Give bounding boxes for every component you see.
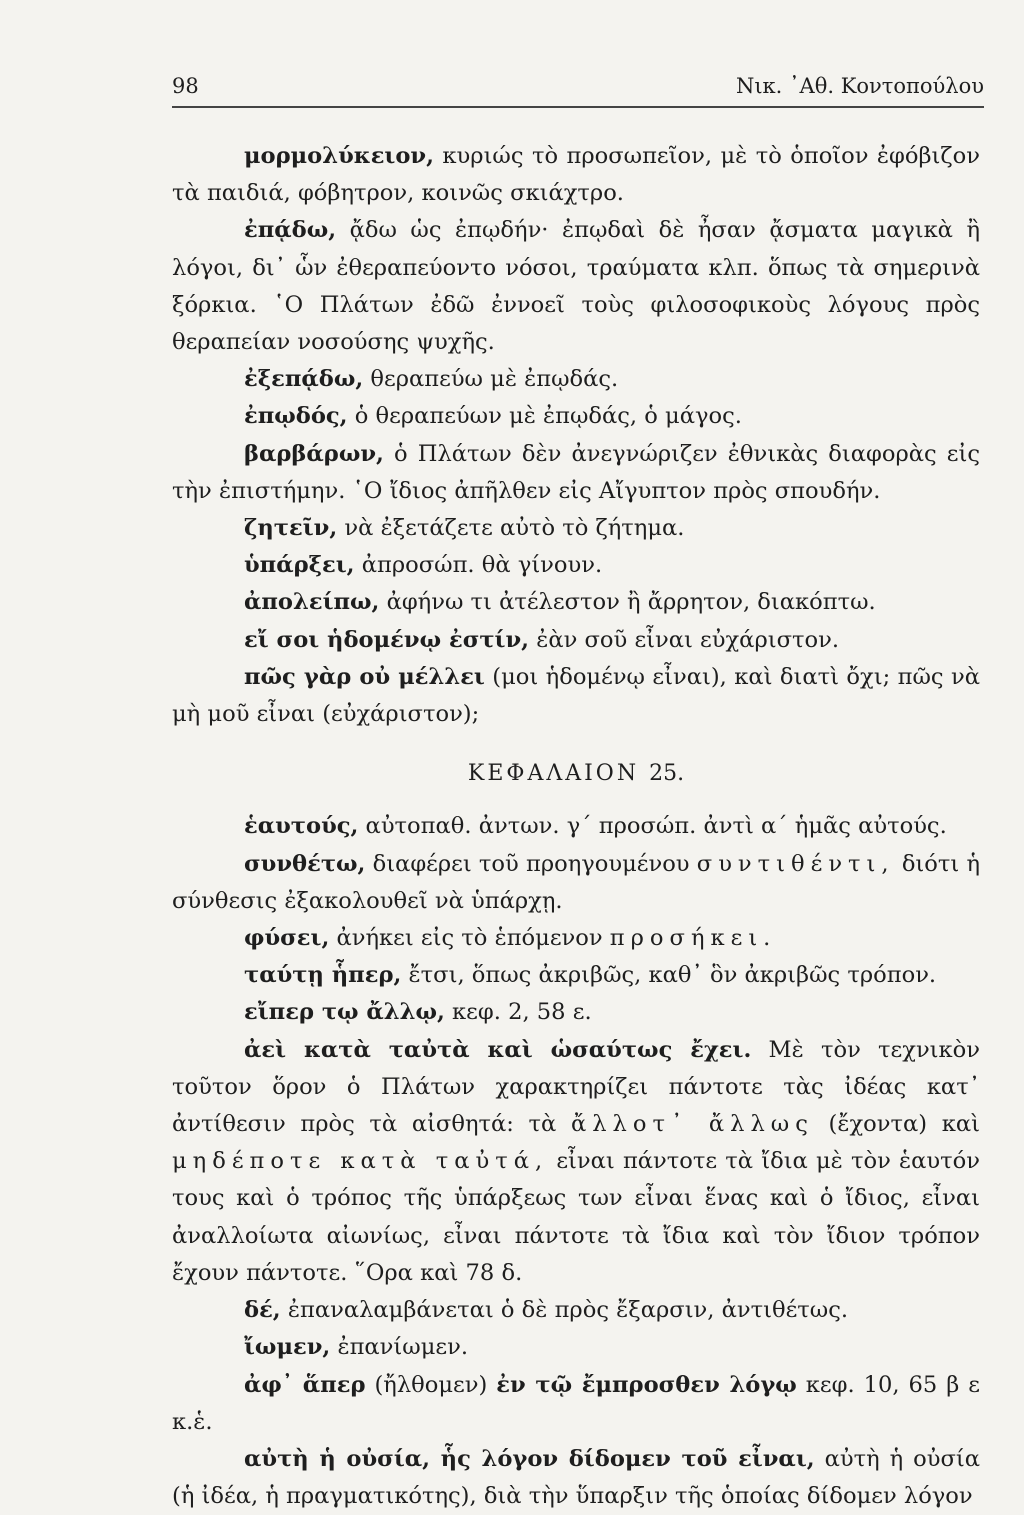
lemma: ἀφ᾿ ἅπερ bbox=[244, 1371, 366, 1398]
entry bbox=[172, 1367, 980, 1441]
gloss: αὐτοπαθ. ἀντων. γ΄ προσώπ. ἀντὶ α΄ ἡμᾶς αὐτούς. bbox=[358, 813, 947, 840]
entry bbox=[172, 436, 980, 510]
gloss: ἐπαναλαμβάνεται ὁ δὲ πρὸς ἔξαρσιν, ἀντιθέτως. bbox=[280, 1297, 849, 1324]
gloss: ἀνήκει εἰς τὸ ἑπόμενον bbox=[329, 925, 610, 952]
entry bbox=[172, 398, 980, 435]
entry bbox=[172, 1292, 980, 1329]
gloss: διαφέρει τοῦ προηγουμένου bbox=[365, 850, 697, 877]
lemma: μορμολύκειον, bbox=[244, 143, 434, 169]
page-header bbox=[172, 70, 984, 108]
entry bbox=[172, 1329, 980, 1366]
entry bbox=[172, 957, 980, 994]
entry bbox=[172, 846, 980, 920]
lemma: φύσει, bbox=[244, 925, 330, 952]
chapter-number: 25. bbox=[649, 761, 685, 787]
lemma: ἐν τῷ ἔμπροσθεν λόγῳ bbox=[496, 1371, 797, 1398]
entry bbox=[172, 920, 980, 957]
gloss: κεφ. 10, 65 β ε κ.ἑ. bbox=[172, 1371, 981, 1435]
gloss: διότι ἡ σύνθεσις ἐξακολουθεῖ νὰ ὑπάρχῃ. bbox=[172, 850, 980, 914]
lemma: ἐπῳδός, bbox=[244, 403, 348, 430]
chapter-label: ΚΕΦΑΛΑΙΟΝ bbox=[467, 761, 640, 787]
gloss: ὁ Πλάτων δὲν ἀνεγνώριζεν ἐθνικὰς διαφορὰς εἰς τὴν ἐπιστήμην. ῾Ο ἴδιος ἀπῆλθεν εἰς Αἴγυπτον πρὸς σπουδήν. bbox=[172, 440, 980, 504]
gloss: αὐτὴ ἡ οὐσία (ἡ ἰδέα, ἡ πραγματικότης), διὰ τὴν ὕπαρξιν τῆς ὁποίας δίδομεν λόγον bbox=[172, 1445, 980, 1510]
chapter-heading bbox=[172, 755, 980, 792]
lemma: εἴπερ τῳ ἄλλῳ, bbox=[244, 999, 445, 1026]
entry bbox=[172, 361, 980, 398]
gloss: κεφ. 2, 58 ε. bbox=[444, 999, 592, 1026]
lemma: ὑπάρξει, bbox=[244, 552, 355, 579]
entry bbox=[172, 622, 980, 659]
entry bbox=[172, 659, 980, 733]
entry bbox=[172, 584, 980, 621]
gloss: ἐὰν σοῦ εἶναι εὐχάριστον. bbox=[529, 626, 840, 653]
lemma: ἑαυτούς, bbox=[244, 813, 359, 840]
lemma: πῶς γὰρ οὐ μέλλει bbox=[244, 663, 485, 690]
entry bbox=[172, 994, 980, 1031]
gloss: Μὲ τὸν τεχνικὸν τοῦτον ὅρον ὁ Πλάτων χαρακτηρίζει πάντοτε τὰς ἰδέας κατ᾿ ἀντίθεσιν πρὸς τὰ αἰσθητά: τὰ bbox=[172, 1036, 980, 1138]
entry bbox=[172, 808, 980, 845]
entry bbox=[172, 547, 980, 584]
entry bbox=[172, 1441, 980, 1515]
gloss: ᾄδω ὡς ἐπῳδήν· ἐπῳδαὶ δὲ ἦσαν ᾄσματα μαγικὰ ἢ λόγοι, δι᾿ ὧν ἐθεραπεύοντο νόσοι, τραύματα κλπ. ὅπως τὰ σημερινὰ ξόρκια. ῾Ο Πλάτων ἐδῶ ἐννοεῖ τοὺς φιλοσοφικοὺς λόγους πρὸς θεραπείαν νοσούσης ψυχῆς. bbox=[172, 217, 980, 356]
gloss: ὁ θεραπεύων μὲ ἐπῳδάς, ὁ μάγος. bbox=[347, 403, 742, 430]
lemma: ἀπολείπω, bbox=[244, 589, 380, 616]
gloss: ἔτσι, ὅπως ἀκριβῶς, καθ᾿ ὃν ἀκριβῶς τρόπον. bbox=[401, 962, 937, 989]
lemma: εἴ σοι ἡδομένῳ ἐστίν, bbox=[244, 626, 530, 653]
gloss: εἶναι πάντοτε τὰ ἴδια μὲ τὸν ἑαυτόν τους καὶ ὁ τρόπος τῆς ὑπάρξεως των εἶναι ἕνας καὶ ὁ ἴδιος, εἶναι ἀναλλοίωτα αἰωνίως, εἶναι πάντοτε τὰ ἴδια καὶ τὸν ἴδιον τρόπον ἔχουν πάντοτε. ῞Ορα καὶ 78 δ. bbox=[172, 1148, 980, 1286]
gloss: νὰ ἐξετάζετε αὐτὸ τὸ ζήτημα. bbox=[337, 515, 685, 542]
body-text bbox=[172, 138, 980, 1515]
spaced-term: μηδέποτε κατὰ ταὐτά, bbox=[172, 1148, 549, 1175]
lemma: ζητεῖν, bbox=[244, 515, 338, 542]
entry bbox=[172, 1032, 980, 1292]
gloss: (ἤλθομεν) bbox=[365, 1371, 497, 1398]
lemma: συνθέτω, bbox=[244, 850, 366, 877]
spaced-term: προσήκει. bbox=[609, 925, 777, 952]
lemma: δέ, bbox=[244, 1297, 281, 1324]
page-number: 98 bbox=[172, 74, 199, 98]
lemma: ἀεὶ κατὰ ταὐτὰ καὶ ὡσαύτως ἔχει. bbox=[244, 1036, 752, 1063]
lemma: ἴωμεν, bbox=[244, 1334, 331, 1361]
lemma: βαρβάρων, bbox=[244, 440, 384, 467]
lemma: ταύτῃ ἧπερ, bbox=[244, 962, 402, 989]
lemma: ἐπᾴδω, bbox=[244, 217, 337, 244]
gloss: θεραπεύω μὲ ἐπῳδάς. bbox=[363, 366, 619, 393]
spaced-term: ἄλλοτ᾿ ἄλλως bbox=[570, 1111, 814, 1138]
entry bbox=[172, 138, 980, 212]
gloss: ἀφήνω τι ἀτέλεστον ἢ ἄρρητον, διακόπτω. bbox=[379, 589, 876, 616]
entry bbox=[172, 510, 980, 547]
gloss: ἀπροσώπ. θὰ γίνουν. bbox=[354, 552, 603, 579]
gloss: (ἔχοντα) καὶ bbox=[813, 1111, 980, 1138]
spaced-term: συντιθέντι, bbox=[696, 850, 895, 877]
gloss: ἐπανίωμεν. bbox=[330, 1334, 469, 1361]
lemma: ἐξεπᾴδω, bbox=[244, 366, 364, 393]
gloss: (μοι ἡδομένῳ εἶναι), καὶ διατὶ ὄχι; πῶς νὰ μὴ μοῦ εἶναι (εὐχάριστον); bbox=[172, 663, 980, 728]
lemma: αὐτὴ ἡ οὐσία, ἧς λόγον δίδομεν τοῦ εἶναι, bbox=[244, 1445, 815, 1472]
entry bbox=[172, 212, 980, 361]
gloss: κυριώς τὸ προσωπεῖον, μὲ τὸ ὁποῖον ἐφόβιζον τὰ παιδιά, φόβητρον, κοινῶς σκιάχτρο. bbox=[172, 143, 980, 207]
running-title: Νικ. ᾿Αθ. Κοντοπούλου bbox=[735, 74, 984, 98]
